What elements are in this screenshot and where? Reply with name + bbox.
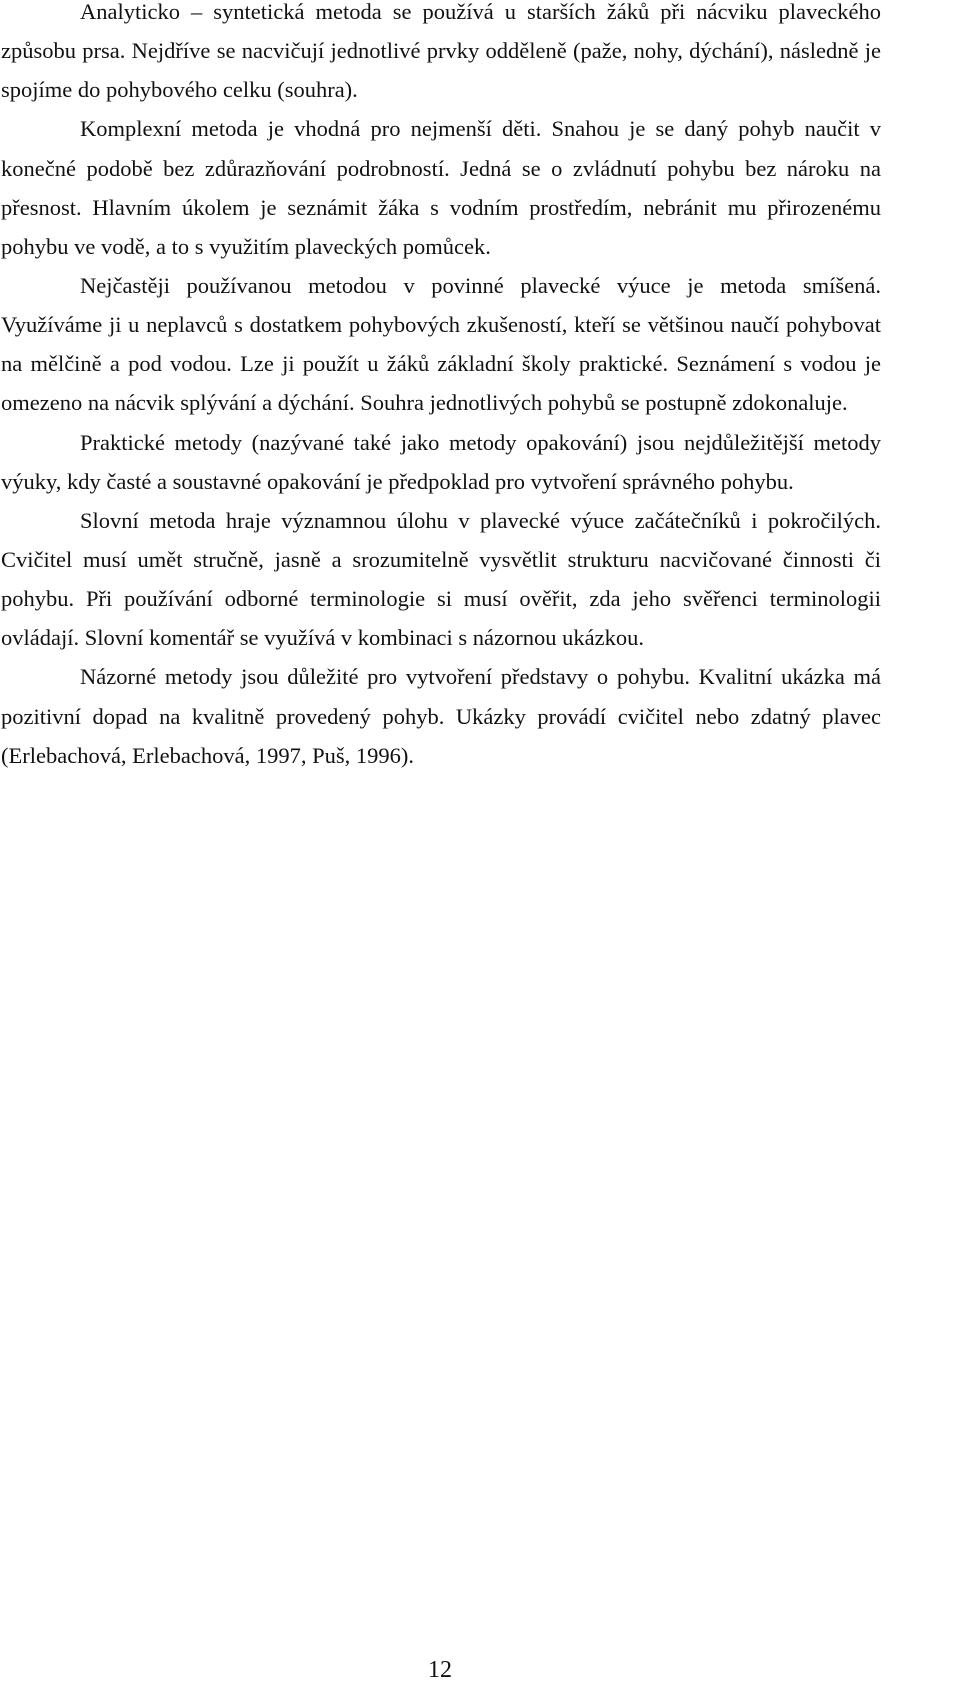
paragraph-demonstration-methods: Názorné metody jsou důležité pro vytvoření představy o pohybu. Kvalitní ukázka má pozitivní dopad na kvalitně provedený pohyb. Ukázky provádí cvičitel nebo zdatný plavec (Erlebachová, Erlebachová, 1997, Puš, 1996).	[1, 664, 881, 768]
body-text	[1, 0, 881, 775]
page-number: 12	[428, 1657, 452, 1683]
paragraph-mixed-method: Nejčastěji používanou metodou v povinné plavecké výuce je metoda smíšená. Využíváme ji u neplavců s dostatkem pohybových zkušeností, kteří se většinou naučí pohybovat na mělčině a pod vodou. Lze ji použít u žáků základní školy praktické. Seznámení s vodou je omezeno na nácvik splývání a dýchání. Souhra jednotlivých pohybů se postupně zdokonaluje.	[1, 272, 881, 416]
paragraph-practical-methods: Praktické metody (nazývané také jako metody opakování) jsou nejdůležitější metody výuky, kdy časté a soustavné opakování je předpoklad pro vytvoření správného pohybu.	[1, 429, 881, 494]
paragraph-complex-method: Komplexní metoda je vhodná pro nejmenší děti. Snahou je se daný pohyb naučit v konečné podobě bez zdůrazňování podrobností. Jedná se o zvládnutí pohybu bez nároku na přesnost. Hlavním úkolem je seznámit žáka s vodním prostředím, nebránit mu přirozenému pohybu ve vodě, a to s využitím plaveckých pomůcek.	[1, 116, 881, 259]
paragraph-verbal-method: Slovní metoda hraje významnou úlohu v plavecké výuce začátečníků i pokročilých. Cvičitel musí umět stručně, jasně a srozumitelně vysvětlit strukturu nacvičované činnosti či pohybu. Při používání odborné terminologie si musí ověřit, zda jeho svěřenci terminologii ovládají. Slovní komentář se využívá v kombinaci s názornou ukázkou.	[1, 507, 881, 651]
paragraph-analytic-synthetic-method: Analyticko – syntetická metoda se používá u starších žáků při nácviku plaveckého způsobu prsa. Nejdříve se nacvičují jednotlivé prvky odděleně (paže, nohy, dýchání), následně je spojíme do pohybového celku (souhra).	[1, 0, 881, 103]
